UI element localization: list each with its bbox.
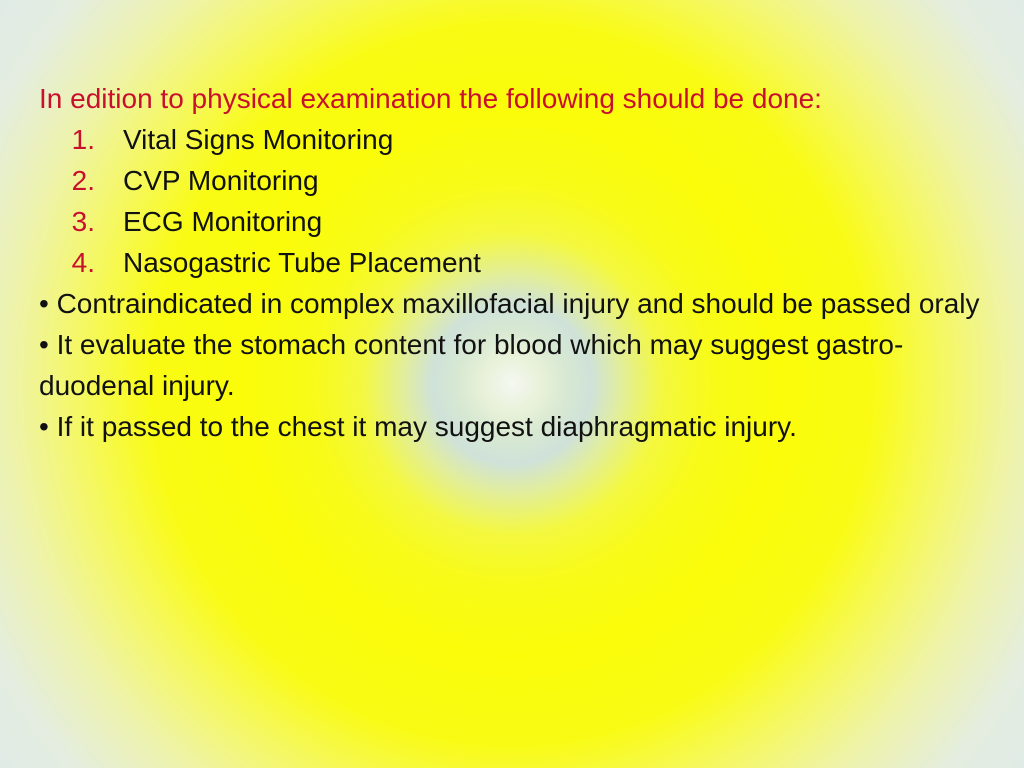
list-item-text: Vital Signs Monitoring: [123, 124, 394, 155]
list-item-text: CVP Monitoring: [123, 165, 319, 196]
list-item: [39, 201, 999, 242]
list-item: [39, 242, 999, 283]
numbered-list: [39, 119, 999, 283]
list-item: [39, 160, 999, 201]
intro-text: In edition to physical examination the following should be done:: [39, 83, 822, 114]
list-number: 4.: [71, 247, 95, 278]
list-item: [39, 119, 999, 160]
list-number: 2.: [71, 165, 95, 196]
list-number: 3.: [71, 206, 95, 237]
bullet-point-stomach-content: • It evaluate the stomach content for blood which may suggest gastro- duodenal injury.: [39, 329, 904, 401]
list-item-text: Nasogastric Tube Placement: [123, 247, 481, 278]
slide-content: [39, 78, 999, 447]
list-number: 1.: [71, 124, 95, 155]
bullet-point-contraindication: • Contraindicated in complex maxillofacial injury and should be passed oraly: [39, 288, 980, 319]
list-item-text: ECG Monitoring: [123, 206, 323, 237]
bullet-point-chest-placement: • If it passed to the chest it may suggest diaphragmatic injury.: [39, 411, 797, 442]
